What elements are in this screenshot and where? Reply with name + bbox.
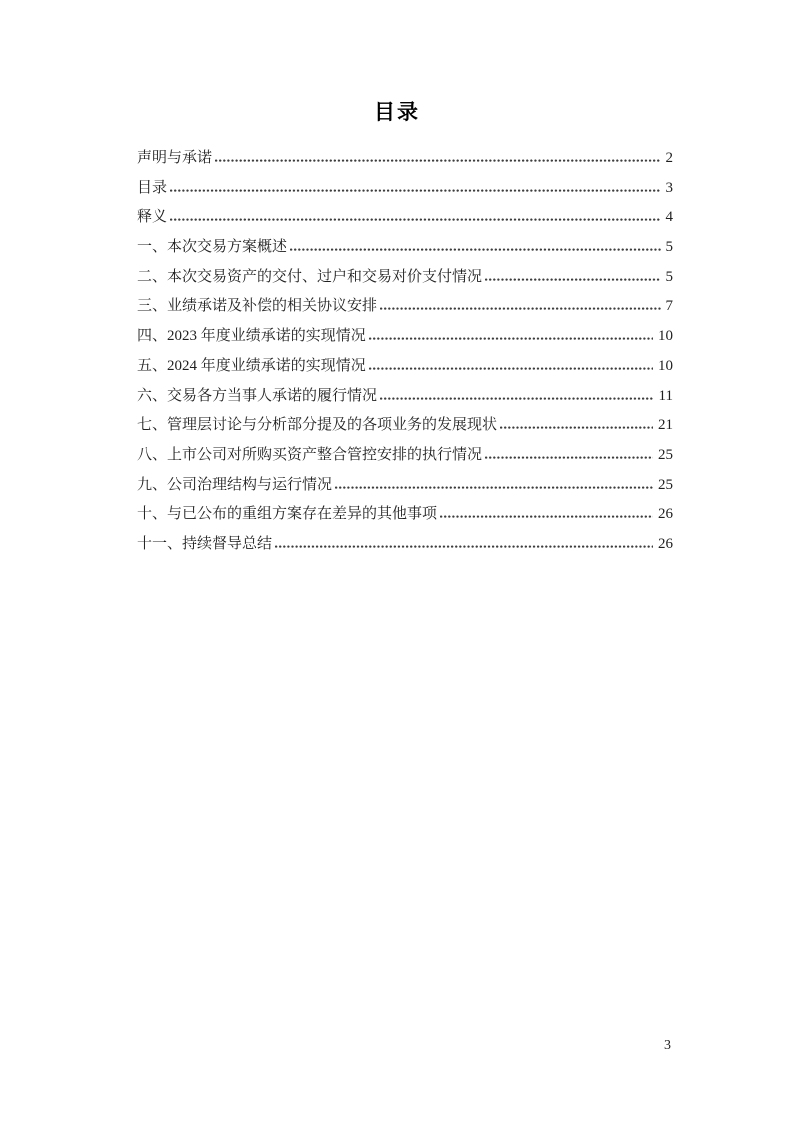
toc-leader-dots <box>380 307 660 310</box>
toc-entry-page: 25 <box>658 446 673 463</box>
toc-leader-dots <box>215 159 660 162</box>
toc-entry-page: 26 <box>658 506 673 523</box>
toc-entry[interactable] <box>137 382 673 412</box>
toc-leader-dots <box>369 367 653 370</box>
toc-entry[interactable] <box>137 292 673 322</box>
toc-leader-dots <box>440 515 653 518</box>
toc-entry[interactable] <box>137 144 673 174</box>
toc-entry[interactable] <box>137 411 673 441</box>
toc-entry-page: 25 <box>658 476 673 493</box>
toc-entry-page: 10 <box>658 328 673 345</box>
toc-entry-page: 26 <box>658 535 673 552</box>
toc-entry[interactable] <box>137 203 673 233</box>
toc-entry-page: 10 <box>658 357 673 374</box>
toc-leader-dots <box>500 426 653 429</box>
toc-entry-page: 7 <box>665 298 673 315</box>
toc-entry[interactable] <box>137 174 673 204</box>
toc-list <box>137 144 673 560</box>
toc-leader-dots <box>290 248 660 251</box>
toc-entry-label: 五、2024 年度业绩承诺的实现情况 <box>137 357 366 374</box>
toc-entry[interactable] <box>137 233 673 263</box>
toc-entry[interactable] <box>137 471 673 501</box>
toc-entry[interactable] <box>137 500 673 530</box>
toc-entry-page: 5 <box>665 239 673 256</box>
toc-leader-dots <box>275 545 653 548</box>
toc-entry-page: 2 <box>665 150 673 166</box>
toc-leader-dots <box>485 456 653 459</box>
toc-entry-label: 八、上市公司对所购买资产整合管控安排的执行情况 <box>137 446 483 463</box>
toc-entry-label: 六、交易各方当事人承诺的履行情况 <box>137 387 378 404</box>
toc-entry-page: 21 <box>658 417 673 434</box>
toc-entry-label: 十一、持续督导总结 <box>137 535 273 552</box>
toc-entry-label: 十、与已公布的重组方案存在差异的其他事项 <box>137 506 438 523</box>
footer-page-number: 3 <box>664 1038 671 1053</box>
toc-entry[interactable] <box>137 352 673 382</box>
toc-entry[interactable] <box>137 322 673 352</box>
toc-entry-label: 三、业绩承诺及补偿的相关协议安排 <box>137 298 378 315</box>
toc-entry[interactable] <box>137 263 673 293</box>
toc-entry[interactable] <box>137 530 673 560</box>
toc-leader-dots <box>380 397 654 400</box>
toc-leader-dots <box>170 189 660 192</box>
toc-leader-dots <box>369 337 653 340</box>
toc-title: 目录 <box>374 101 420 124</box>
toc-entry-label: 四、2023 年度业绩承诺的实现情况 <box>137 328 366 345</box>
toc-entry-page: 3 <box>665 179 673 196</box>
toc-leader-dots <box>485 278 660 281</box>
toc-entry-label: 声明与承诺 <box>137 150 213 166</box>
toc-entry[interactable] <box>137 441 673 471</box>
toc-entry-label: 七、管理层讨论与分析部分提及的各项业务的发展现状 <box>137 417 498 434</box>
toc-entry-label: 一、本次交易方案概述 <box>137 239 288 256</box>
toc-leader-dots <box>335 486 653 489</box>
toc-leader-dots <box>170 218 660 221</box>
toc-entry-label: 九、公司治理结构与运行情况 <box>137 476 333 493</box>
toc-entry-label: 目录 <box>137 179 168 196</box>
toc-entry-page: 4 <box>665 209 673 226</box>
toc-entry-page: 11 <box>658 387 673 404</box>
toc-entry-label: 释义 <box>137 209 168 226</box>
toc-entry-page: 5 <box>665 268 673 285</box>
toc-entry-label: 二、本次交易资产的交付、过户和交易对价支付情况 <box>137 268 483 285</box>
